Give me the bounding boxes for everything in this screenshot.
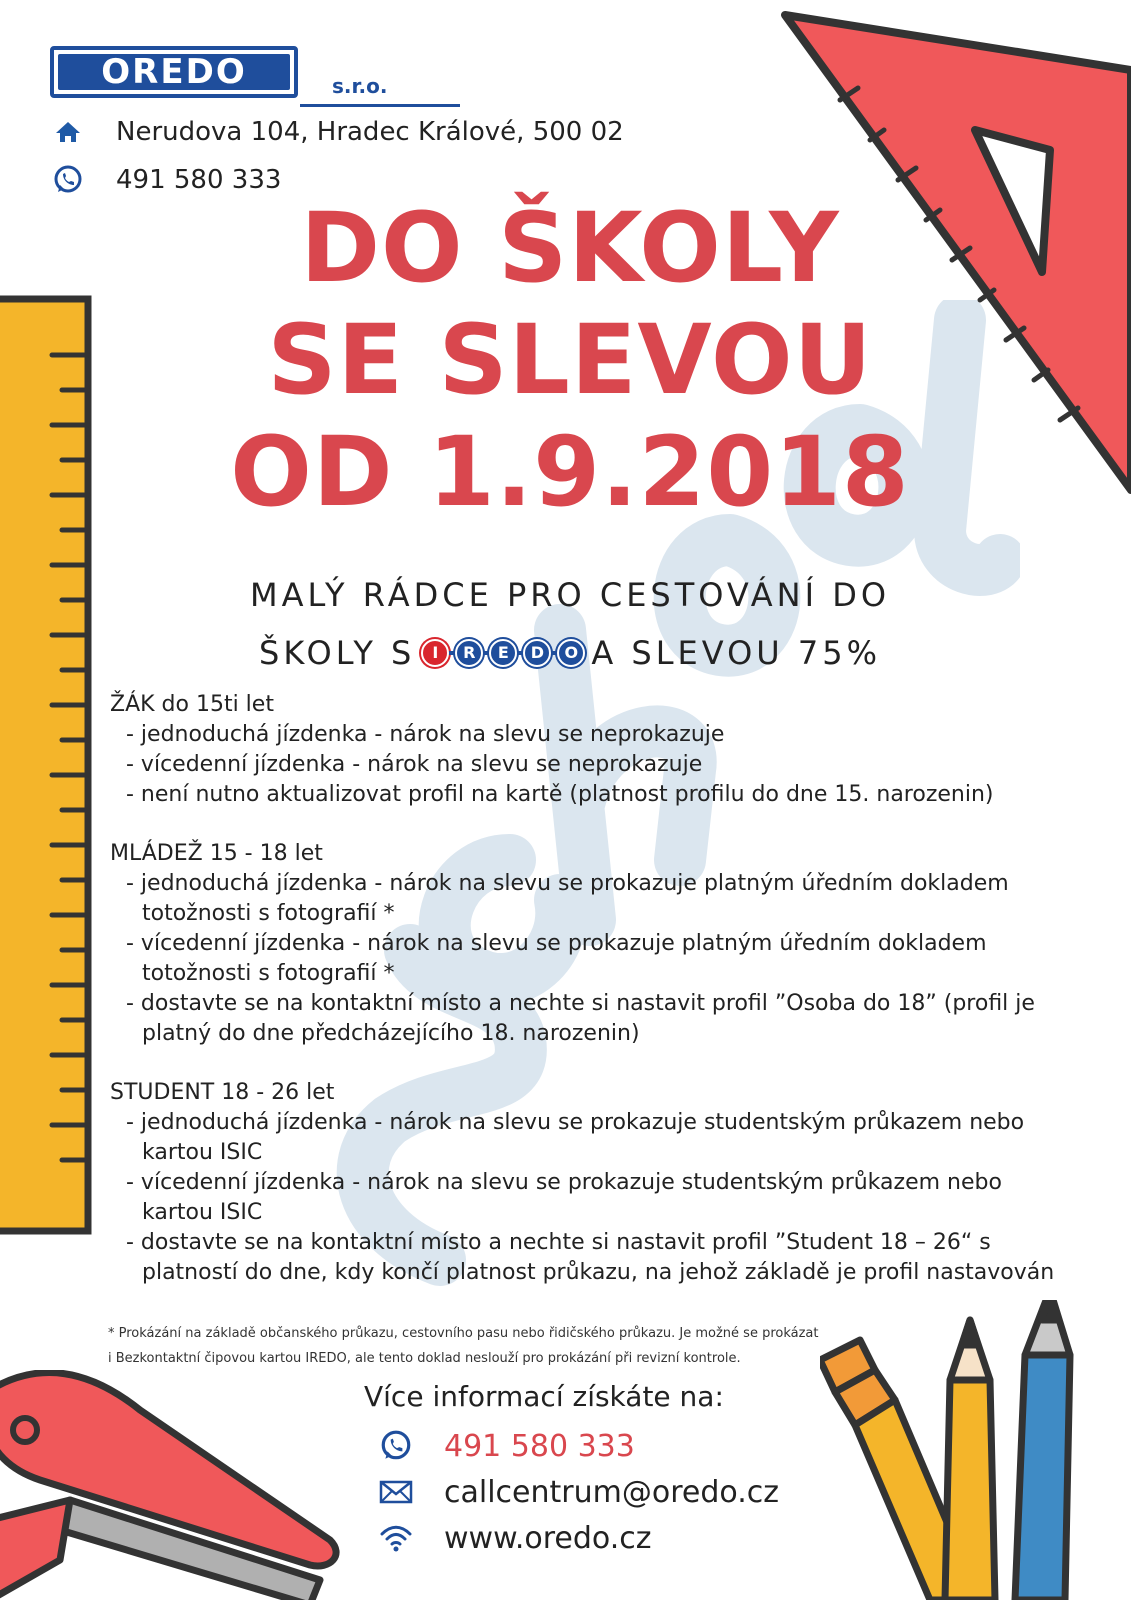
envelope-icon — [378, 1474, 414, 1510]
subtitle-before: ŠKOLY S — [259, 634, 416, 672]
iredo-letter: D — [523, 639, 551, 667]
subtitle-after: A SLEVOU 75% — [591, 634, 881, 672]
section-youth — [110, 839, 1070, 1049]
whatsapp-icon — [378, 1428, 414, 1464]
section-student — [110, 1078, 1070, 1288]
contact-web-url[interactable]: www.oredo.cz — [444, 1520, 652, 1556]
subtitle — [160, 566, 980, 682]
subtitle-line-2 — [160, 624, 980, 682]
headline-line: OD 1.9.2018 — [230, 416, 910, 528]
subtitle-line-1: MALÝ RÁDCE PRO CESTOVÁNÍ DO — [249, 576, 891, 614]
list-item: - jednoduchá jízdenka - nárok na slevu se neprokazuje — [126, 722, 725, 747]
list-item: - vícedenní jízdenka - nárok na slevu se prokazuje platným úředním dokladem totožnosti s fotografií * — [126, 931, 987, 986]
section-title: MLÁDEŽ 15 - 18 let — [110, 841, 323, 866]
wifi-icon — [378, 1520, 414, 1556]
logo-box — [50, 46, 298, 98]
header-address — [50, 116, 624, 148]
iredo-letter: R — [455, 639, 483, 667]
headline — [160, 192, 980, 528]
stapler-illustration — [0, 1370, 340, 1600]
headline-line: SE SLEVOU — [267, 304, 873, 416]
ruler-illustration — [0, 295, 96, 1235]
logo-underline — [300, 104, 460, 107]
contact-web[interactable] — [378, 1520, 652, 1556]
list-item: - dostavte se na kontaktní místo a nechte si nastavit profil ”Student 18 – 26“ s platností do dne, kdy končí platnost průkazu, na jehož základě je profil nastavován — [126, 1230, 1055, 1285]
footnote — [108, 1321, 928, 1371]
contact-phone[interactable] — [378, 1428, 635, 1464]
list-item: - vícedenní jízdenka - nárok na slevu se prokazuje studentským průkazem nebo kartou ISIC — [126, 1170, 1002, 1225]
list-item: - dostavte se na kontaktní místo a nechte si nastavit profil ”Osoba do 18” (profil je platný do dne předcházejícího 18. narozenin) — [126, 991, 1035, 1046]
home-icon — [50, 116, 86, 148]
footnote-line: * Prokázání na základě občanského průkazu, cestovního pasu nebo řidičského průkazu. Je možné se prokázat — [108, 1326, 819, 1341]
iredo-letter: E — [489, 639, 517, 667]
logo-suffix: s.r.o. — [332, 74, 388, 98]
list-item: - jednoduchá jízdenka - nárok na slevu se prokazuje studentským průkazem nebo kartou ISIC — [126, 1110, 1025, 1165]
contact-phone-number[interactable]: 491 580 333 — [444, 1428, 635, 1464]
iredo-letter: I — [421, 639, 449, 667]
section-pupil — [110, 690, 1070, 810]
iredo-logo — [421, 639, 585, 667]
iredo-letter: O — [557, 639, 585, 667]
oredo-logo — [50, 46, 415, 110]
more-info-title: Více informací získáte na: — [364, 1380, 724, 1413]
address-text: Nerudova 104, Hradec Králové, 500 02 — [116, 117, 624, 147]
discount-rules — [110, 690, 1070, 1317]
phone-text: 491 580 333 — [116, 165, 282, 195]
list-item: - vícedenní jízdenka - nárok na slevu se neprokazuje — [126, 752, 703, 777]
contact-email-address[interactable]: callcentrum@oredo.cz — [444, 1474, 779, 1510]
list-item: - není nutno aktualizovat profil na kartě (platnost profilu do dne 15. narozenin) — [126, 782, 994, 807]
logo-brand-text: OREDO — [58, 54, 290, 90]
contact-email[interactable] — [378, 1474, 779, 1510]
headline-line: DO ŠKOLY — [300, 192, 840, 304]
section-title: ŽÁK do 15ti let — [110, 692, 274, 717]
list-item: - jednoduchá jízdenka - nárok na slevu se prokazuje platným úředním dokladem totožnosti s fotografií * — [126, 871, 1009, 926]
footnote-line: i Bezkontaktní čipovou kartou IREDO, ale tento doklad neslouží pro prokázání při revizní kontrole. — [108, 1351, 741, 1366]
whatsapp-icon — [50, 164, 86, 196]
section-title: STUDENT 18 - 26 let — [110, 1080, 335, 1105]
